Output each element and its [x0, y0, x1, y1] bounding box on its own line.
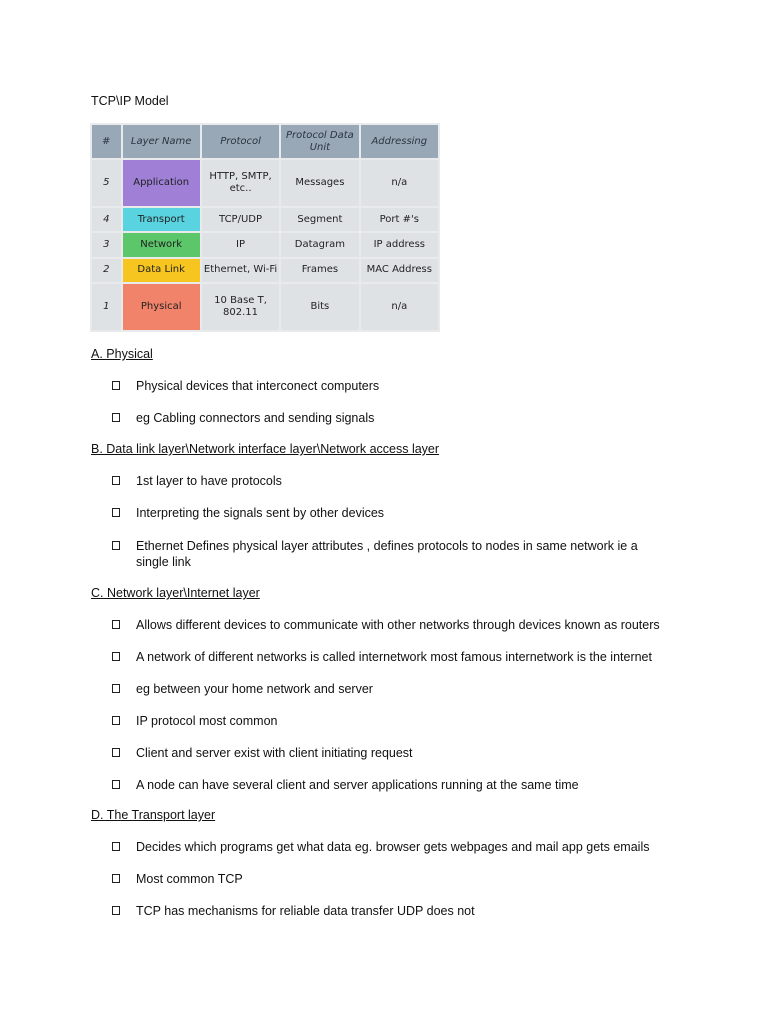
checkbox-bullet-icon — [112, 874, 120, 883]
header-protocol: Protocol — [202, 125, 279, 158]
row-pdu: Datagram — [281, 233, 358, 256]
checkbox-bullet-icon — [112, 684, 120, 693]
row-protocol: TCP/UDP — [202, 208, 279, 231]
section-data-link — [91, 442, 439, 456]
table-row — [92, 259, 438, 282]
checkbox-bullet-icon — [112, 541, 120, 550]
checkbox-bullet-icon — [112, 508, 120, 517]
table-row — [92, 160, 438, 206]
list-item-text: Interpreting the signals sent by other devices — [136, 506, 385, 520]
section-heading: D. The Transport layer — [91, 808, 216, 822]
section-physical — [91, 347, 153, 361]
row-addressing: Port #'s — [361, 208, 438, 231]
checkbox-bullet-icon — [112, 381, 120, 390]
header-layer-name: Layer Name — [123, 125, 200, 158]
row-pdu: Segment — [281, 208, 358, 231]
row-number: 2 — [92, 259, 121, 282]
list-item-text: A node can have several client and server applications running at the same time — [136, 778, 579, 792]
header-addressing: Addressing — [361, 125, 438, 158]
row-layer-name: Transport — [123, 208, 200, 231]
list-item-text: Client and server exist with client initiating request — [136, 746, 413, 760]
checkbox-bullet-icon — [112, 748, 120, 757]
checkbox-bullet-icon — [112, 716, 120, 725]
list-item-text: IP protocol most common — [136, 714, 278, 728]
list-item-text: Ethernet Defines physical layer attributes , defines protocols to nodes in same network ie a single link — [136, 539, 638, 569]
table-row — [92, 233, 438, 256]
table-row — [92, 208, 438, 231]
section-heading: B. Data link layer\Network interface layer\Network access layer — [91, 442, 440, 456]
list-item-text: 1st layer to have protocols — [136, 474, 282, 488]
row-number: 4 — [92, 208, 121, 231]
list-item-text: Decides which programs get what data eg. browser gets webpages and mail app gets emails — [136, 840, 650, 854]
row-number: 5 — [92, 160, 121, 206]
row-protocol: Ethernet, Wi-Fi — [202, 259, 279, 282]
row-protocol: IP — [202, 233, 279, 256]
row-pdu: Frames — [281, 259, 358, 282]
section-heading: C. Network layer\Internet layer — [91, 586, 260, 600]
row-pdu: Bits — [281, 284, 358, 330]
list-item-text: eg Cabling connectors and sending signals — [136, 411, 375, 425]
section-transport — [91, 808, 215, 822]
row-layer-name: Physical — [123, 284, 200, 330]
checkbox-bullet-icon — [112, 780, 120, 789]
list-item-text: TCP has mechanisms for reliable data transfer UDP does not — [136, 904, 475, 918]
row-layer-name: Application — [123, 160, 200, 206]
row-number: 1 — [92, 284, 121, 330]
checkbox-bullet-icon — [112, 476, 120, 485]
tcp-ip-model-table — [90, 123, 440, 332]
section-heading: A. Physical — [91, 347, 153, 361]
row-addressing: IP address — [361, 233, 438, 256]
checkbox-bullet-icon — [112, 652, 120, 661]
row-layer-name: Network — [123, 233, 200, 256]
header-number: # — [92, 125, 121, 158]
row-addressing: n/a — [361, 284, 438, 330]
checkbox-bullet-icon — [112, 906, 120, 915]
list-item-text: A network of different networks is called internetwork most famous internetwork is the internet — [136, 650, 652, 664]
table-header-row — [92, 125, 438, 158]
list-item-text: Physical devices that interconect computers — [136, 379, 380, 393]
checkbox-bullet-icon — [112, 620, 120, 629]
table-row — [92, 284, 438, 330]
row-protocol: 10 Base T, 802.11 — [202, 284, 279, 330]
row-protocol: HTTP, SMTP, etc.. — [202, 160, 279, 206]
list-item-text: Most common TCP — [136, 872, 243, 886]
header-pdu: Protocol Data Unit — [281, 125, 358, 158]
section-network — [91, 586, 260, 600]
checkbox-bullet-icon — [112, 413, 120, 422]
row-pdu: Messages — [281, 160, 358, 206]
page-title: TCP\IP Model — [91, 94, 169, 108]
row-addressing: n/a — [361, 160, 438, 206]
row-addressing: MAC Address — [361, 259, 438, 282]
row-number: 3 — [92, 233, 121, 256]
checkbox-bullet-icon — [112, 842, 120, 851]
list-item-text: eg between your home network and server — [136, 682, 373, 696]
list-item-text: Allows different devices to communicate with other networks through devices known as routers — [136, 618, 660, 632]
row-layer-name: Data Link — [123, 259, 200, 282]
